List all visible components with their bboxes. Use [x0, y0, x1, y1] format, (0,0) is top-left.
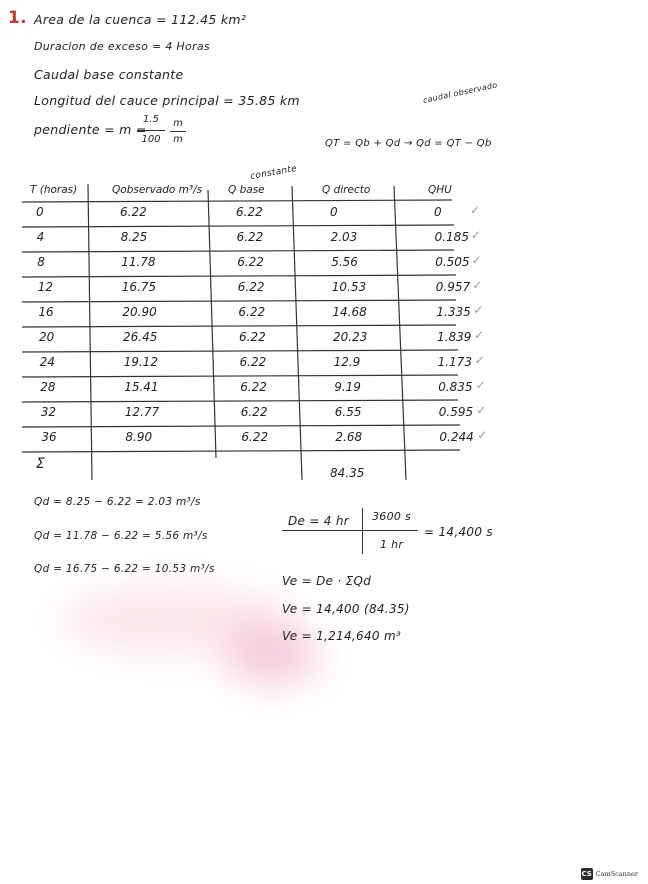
- cell-q-observado: 20.90: [122, 305, 157, 319]
- cell-qhu: 1.173: [437, 355, 472, 369]
- cell-time: 12: [37, 280, 54, 294]
- cell-time: 4: [36, 230, 45, 244]
- ve-line-3: Ve = 1,214,640 m³: [282, 629, 402, 643]
- cell-q-observado: 15.41: [124, 380, 159, 394]
- cell-q-directo: 9.19: [334, 380, 361, 394]
- cell-q-directo: 5.56: [331, 255, 358, 269]
- cell-q-directo: 0: [330, 205, 338, 219]
- sum-value: 84.35: [330, 466, 365, 480]
- check-mark: ✓: [475, 378, 486, 392]
- cell-q-observado: 12.77: [124, 405, 160, 419]
- cell-qhu: 0.835: [438, 380, 473, 394]
- cell-q-base: 6.22: [237, 255, 264, 269]
- cell-q-directo: 14.68: [332, 305, 367, 319]
- camscanner-logo: CS: [581, 870, 592, 878]
- slope-line: pendiente = m =: [34, 122, 147, 137]
- cell-qhu: 0: [434, 205, 442, 219]
- header-q-base: Q base: [228, 184, 265, 196]
- cell-q-base: 6.22: [239, 355, 267, 369]
- slope-unit-bar: [170, 131, 186, 132]
- check-mark: ✓: [472, 278, 483, 292]
- de-bottom: 1 hr: [380, 538, 404, 551]
- slope-unit-den: m: [173, 134, 183, 145]
- cell-q-base: 6.22: [239, 330, 266, 344]
- cell-q-base: 6.22: [236, 205, 263, 219]
- cell-time: 28: [40, 380, 56, 394]
- cell-time: 32: [40, 405, 57, 419]
- cell-q-observado: 11.78: [121, 255, 156, 269]
- cell-time: 20: [39, 330, 55, 344]
- header-q-observado: Qobservado m³/s: [112, 184, 203, 196]
- check-mark: ✓: [470, 228, 481, 242]
- header-time: T (horas): [30, 184, 78, 196]
- header-qhu: QHU: [428, 184, 452, 196]
- cell-qhu: 0.505: [435, 255, 470, 269]
- constante-note: constante: [249, 163, 298, 183]
- cell-qhu: 0.595: [438, 405, 474, 419]
- cell-time: 24: [39, 355, 55, 369]
- qd-calc-3: Qd = 16.75 − 6.22 = 10.53 m³/s: [34, 563, 215, 575]
- baseflow-line: Caudal base constante: [34, 67, 184, 82]
- cell-q-observado: 8.25: [120, 230, 148, 244]
- check-mark: ✓: [473, 303, 484, 317]
- cell-qhu: 0.185: [434, 230, 469, 244]
- formula-text: QT = Qb + Qd → Qd = QT − Qb: [325, 138, 492, 149]
- check-mark: ✓: [470, 203, 481, 217]
- de-top: 3600 s: [372, 510, 412, 523]
- qd-calc-2: Qd = 11.78 − 6.22 = 5.56 m³/s: [34, 530, 208, 542]
- cell-q-directo: 20.23: [333, 330, 368, 344]
- formula-annotation: caudal observado: [422, 80, 499, 105]
- cell-q-base: 6.22: [240, 405, 268, 419]
- cell-time: 8: [37, 255, 45, 269]
- cell-q-observado: 16.75: [121, 280, 157, 294]
- check-mark: ✓: [471, 253, 482, 267]
- de-left: De = 4 hr: [288, 514, 349, 528]
- cell-qhu: 0.957: [435, 280, 471, 294]
- camscanner-watermark: [581, 868, 638, 880]
- header-q-directo: Q directo: [322, 184, 371, 196]
- cell-qhu: 0.244: [439, 430, 474, 444]
- cell-time: 36: [41, 430, 57, 444]
- cell-q-observado: 19.12: [123, 355, 158, 369]
- check-mark: ✓: [477, 428, 488, 442]
- cell-q-base: 6.22: [238, 305, 266, 319]
- check-mark: ✓: [474, 353, 485, 367]
- qd-calc-1: Qd = 8.25 − 6.22 = 2.03 m³/s: [34, 496, 201, 508]
- cell-q-directo: 10.53: [331, 280, 367, 294]
- problem-number: 1.: [8, 8, 27, 28]
- ve-line-1: Ve = De · ΣQd: [282, 574, 372, 588]
- cell-q-directo: 2.03: [330, 230, 358, 244]
- cell-q-base: 6.22: [240, 380, 267, 394]
- cell-q-directo: 6.55: [334, 405, 362, 419]
- length-line: Longitud del cauce principal = 35.85 km: [34, 93, 300, 108]
- cell-q-observado: 6.22: [120, 205, 147, 219]
- cell-time: 16: [38, 305, 54, 319]
- cell-q-observado: 8.90: [125, 430, 153, 444]
- duration-line: Duracion de exceso = 4 Horas: [34, 40, 210, 53]
- slope-denominator: 100: [141, 134, 161, 145]
- check-mark: ✓: [474, 328, 485, 342]
- area-line: Area de la cuenca = 112.45 km²: [34, 12, 247, 27]
- cell-q-base: 6.22: [236, 230, 264, 244]
- ve-line-2: Ve = 14,400 (84.35): [282, 602, 410, 616]
- slope-numerator: 1.5: [143, 114, 159, 125]
- cell-qhu: 1.335: [436, 305, 471, 319]
- cell-q-directo: 12.9: [333, 355, 361, 369]
- cell-q-observado: 26.45: [123, 330, 158, 344]
- sum-label: Σ: [36, 456, 45, 472]
- cell-q-directo: 2.68: [335, 430, 363, 444]
- camscanner-text: CamScanner: [595, 870, 638, 878]
- cell-q-base: 6.22: [241, 430, 269, 444]
- cell-q-base: 6.22: [237, 280, 265, 294]
- slope-unit-num: m: [173, 118, 183, 129]
- slope-fraction-bar: [137, 130, 165, 131]
- de-divider-horizontal: [282, 530, 418, 531]
- de-result: = 14,400 s: [424, 525, 493, 539]
- cell-time: 0: [36, 205, 44, 219]
- de-divider-vertical: [362, 508, 363, 554]
- cell-qhu: 1.839: [437, 330, 472, 344]
- check-mark: ✓: [476, 403, 487, 417]
